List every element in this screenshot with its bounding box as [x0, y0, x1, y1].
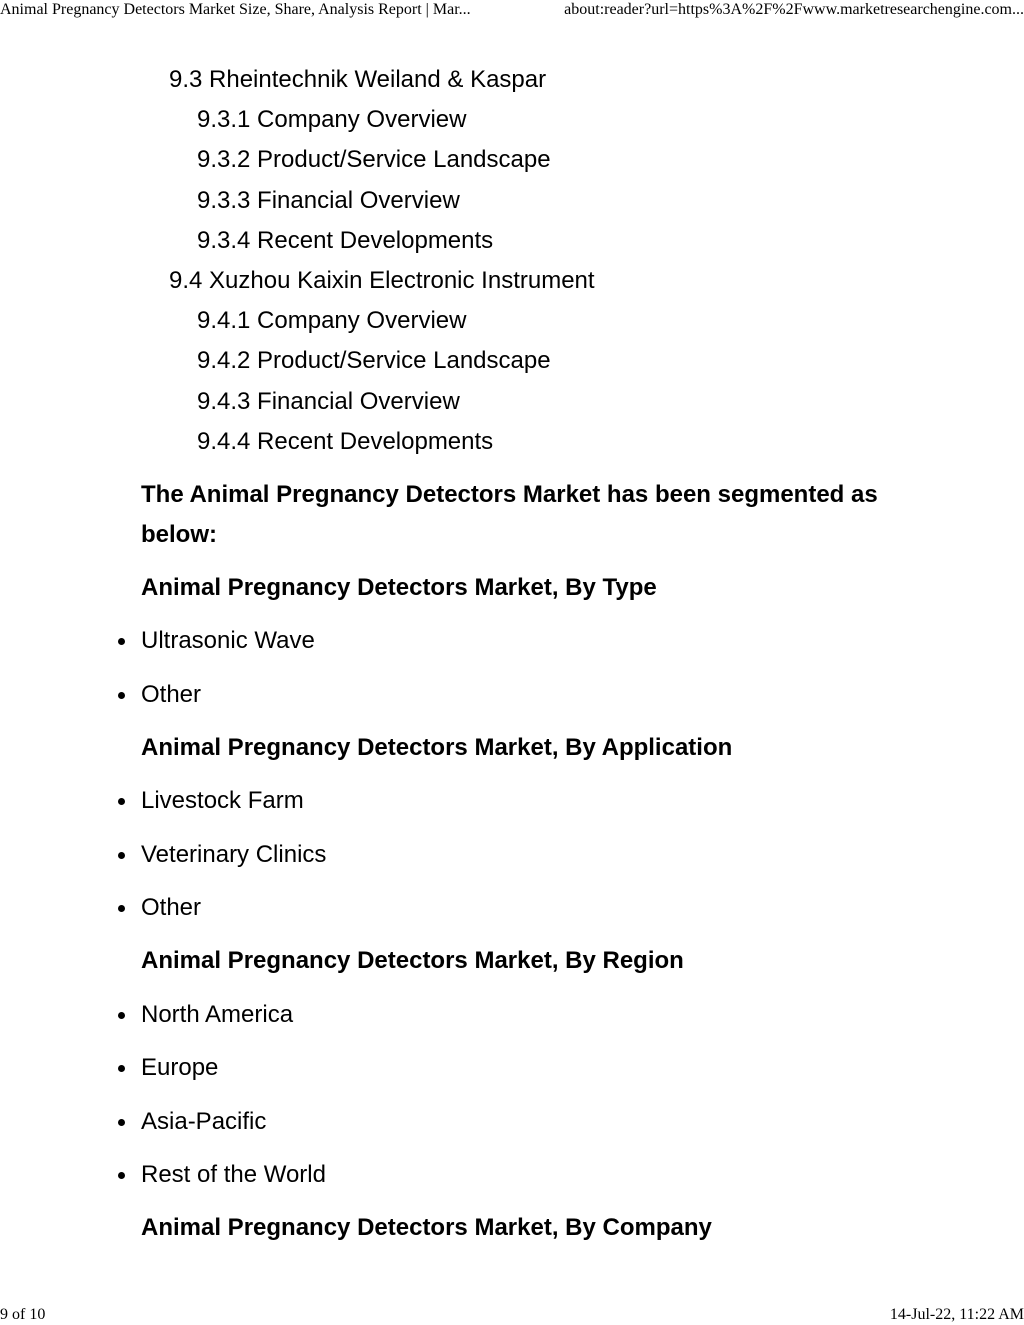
toc-section-9-3: 9.3 Rheintechnik Weiland & Kaspar — [169, 66, 547, 93]
list-item — [141, 621, 901, 661]
segment-by-company — [141, 1208, 901, 1248]
toc-item: 9.4.3 Financial Overview — [197, 387, 460, 415]
bullet-icon — [118, 692, 125, 699]
list-item — [141, 835, 901, 875]
list-item-label: Veterinary Clinics — [141, 840, 327, 868]
region-list — [141, 995, 901, 1196]
toc-item: 9.3.4 Recent Developments — [197, 226, 494, 254]
table-of-contents — [141, 60, 901, 462]
list-item-label: North America — [141, 1000, 294, 1028]
list-item-label: Livestock Farm — [141, 787, 304, 815]
bullet-icon — [118, 852, 125, 859]
page-url: about:reader?url=https%3A%2F%2Fwww.marketresearchengine.com... — [564, 1, 1024, 18]
list-item-label: Rest of the World — [141, 1161, 326, 1189]
toc-item: 9.3.1 Company Overview — [197, 106, 467, 134]
bullet-icon — [118, 1012, 125, 1019]
bullet-icon — [118, 905, 125, 912]
segment-heading-company: Animal Pregnancy Detectors Market, By Company — [141, 1214, 712, 1242]
segment-heading-type: Animal Pregnancy Detectors Market, By Type — [141, 573, 657, 601]
list-item — [141, 1155, 901, 1195]
list-item-label: Asia-Pacific — [141, 1107, 267, 1135]
segmentation-intro: The Animal Pregnancy Detectors Market has been segmented as below: — [141, 480, 878, 548]
list-item-label: Other — [141, 680, 202, 708]
toc-item: 9.4.4 Recent Developments — [197, 427, 494, 455]
list-item — [141, 781, 901, 821]
segment-by-type — [141, 568, 901, 715]
segment-heading-region: Animal Pregnancy Detectors Market, By Region — [141, 947, 684, 975]
page-title: Animal Pregnancy Detectors Market Size, Share, Analysis Report | Mar... — [0, 1, 471, 18]
bullet-icon — [118, 798, 125, 805]
type-list — [141, 621, 901, 715]
page-number: 9 of 10 — [0, 1306, 46, 1323]
list-item — [141, 995, 901, 1035]
toc-item: 9.3.2 Product/Service Landscape — [197, 146, 551, 174]
bullet-icon — [118, 1172, 125, 1179]
article-content — [141, 60, 901, 1248]
list-item — [141, 1048, 901, 1088]
bullet-icon — [118, 1065, 125, 1072]
list-item — [141, 675, 901, 715]
segment-heading-application: Animal Pregnancy Detectors Market, By Application — [141, 733, 733, 761]
toc-section-9-4: 9.4 Xuzhou Kaixin Electronic Instrument — [169, 266, 595, 294]
print-footer — [0, 1305, 1024, 1325]
list-item-label: Ultrasonic Wave — [141, 627, 315, 655]
toc-item: 9.4.2 Product/Service Landscape — [197, 347, 551, 375]
list-item-label: Europe — [141, 1054, 219, 1082]
toc-item: 9.3.3 Financial Overview — [197, 186, 460, 214]
list-item — [141, 1102, 901, 1142]
bullet-icon — [118, 1119, 125, 1126]
list-item-label: Other — [141, 894, 202, 922]
list-item — [141, 888, 901, 928]
segment-by-region — [141, 941, 901, 1195]
print-header — [0, 0, 1024, 22]
print-timestamp: 14-Jul-22, 11:22 AM — [889, 1306, 1024, 1323]
bullet-icon — [118, 638, 125, 645]
toc-item: 9.4.1 Company Overview — [197, 307, 467, 335]
segment-by-application — [141, 728, 901, 929]
application-list — [141, 781, 901, 928]
